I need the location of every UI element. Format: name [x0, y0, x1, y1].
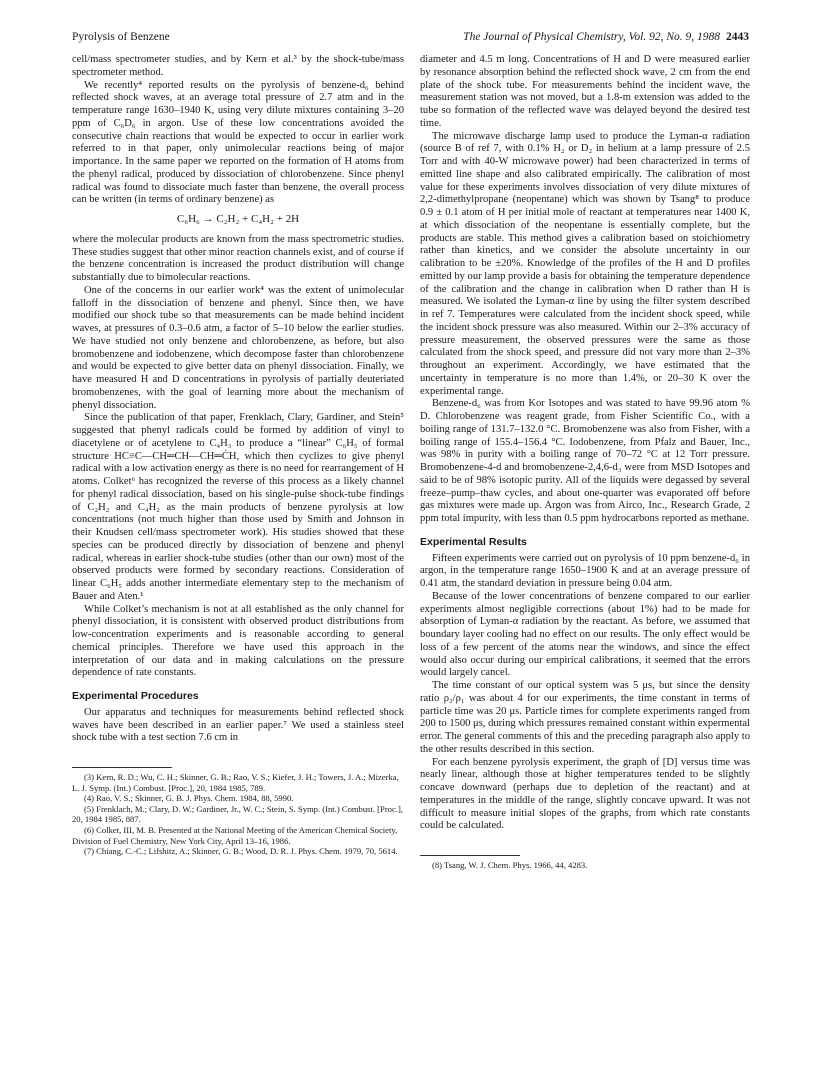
page-number: 2443: [726, 31, 749, 43]
section-heading: Experimental Procedures: [72, 690, 199, 702]
footnote: (7) Chiang, C.-C.; Lifshitz, A.; Skinner, G. B.; Wood, D. R. J. Phys. Chem. 1979, 70, 5614.: [84, 846, 398, 857]
running-title: Pyrolysis of Benzene: [72, 31, 170, 43]
paragraph: Since the publication of that paper, Frenklach, Clary, Gardiner, and Stein⁵ suggested that phenyl radicals could be formed by addition of vinyl to diacetylene or of acetylene to C₄H₃ to produce a “linear” C₆H₅ of formal structure HC≡C—CH═CH—CH═ĊH, which then cyclizes to give phenyl radical with a low activation energy as there is no need for rearrangement of H atoms. Colket⁶ has recognized the reverse of this process as a likely channel for phenyl radical dissociation, based on his single-pulse shock-tube findings of C₂H₂ and C₄H₂ as the main products of benzene pyrolysis at low concentrations (not much higher than those used by Smith and Johnson in their Knudsen cell/mass spectrometer work). His studies showed that these species can be produced directly by dissociation of benzene and phenyl radical, whereas in earlier shock-tube studies (other than our own) most of the observed products were formed by secondary reactions. Consideration of linear C₆H₅ adds another intermediate elementary step to the mechanism of Bauer and Aten.¹: [72, 412, 404, 602]
paragraph: Because of the lower concentrations of benzene compared to our earlier experiments almost negligible corrections (about 1%) had to be made for absorption of Lyman-α radiation by the reactant. As before, we assumed that boundary layer cooling had no effect on our results. The only effect would be loss of a few percent of the atoms near the windows, and since the effect would also occur during our empirical calibrations, it seemed that the errors would largely cancel.: [420, 590, 750, 679]
left-column: [72, 54, 404, 1054]
running-header: [72, 31, 749, 47]
footnote: (4) Rao, V. S.; Skinner, G. B. J. Phys. Chem. 1984, 88, 5990.: [84, 793, 294, 804]
paragraph: The time constant of our optical system was 5 μs, but since the density ratio ρ₂/ρ₁ was about 4 for our experiments, the time constant in terms of particle time was 20 μs. Particle times for complete experiments ranged from 200 to 1500 μs, during which pressures remained constant within expermental error. The general comments of this and the preceding paragraph also apply to the other results described in this section.: [420, 680, 750, 755]
footnote-rule: [420, 855, 520, 856]
paragraph: cell/mass spectrometer studies, and by Kern et al.³ by the shock-tube/mass spectrometer method.: [72, 54, 404, 78]
reaction-equation: C₆H₆ → C₂H₂ + C₄H₂ + 2H: [176, 213, 300, 225]
journal-name: The Journal of Physical Chemistry, Vol. 92, No. 9, 1988: [463, 31, 720, 43]
paragraph: Our apparatus and techniques for measurements behind reflected shock waves have been described in an earlier paper.⁷ We used a stainless steel shock tube with a test section 7.6 cm in: [72, 706, 404, 744]
paragraph: where the molecular products are known from the mass spectrometric studies. These studies suggest that other minor reaction channels exist, and of course if the benzene concentration is increased the product distribution will change substantially due to bimolecular reactions.: [72, 233, 404, 283]
paragraph: We recently⁴ reported results on the pyrolysis of benzene-d₆ behind reflected shock waves, at an average total pressure of 2.7 atm and in the temperature range 1630–1940 K, using very dilute mixtures containing 3–20 ppm of C₆D₆ in argon. Use of these low concentrations avoided the consecutive chain reactions that would be expected to occur in earlier work referred to in that paper, only unimolecular reactions being of major importance. In the same paper we reported on the formation of H atoms from the phenyl radical, produced by dissociation of chlorobenzene. Since phenyl radical was found to dissociate much faster than benzene, the overall process can be written (in terms of ordinary benzene) as: [72, 79, 404, 206]
section-heading: Experimental Results: [420, 535, 527, 548]
paragraph: diameter and 4.5 m long. Concentrations of H and D were measured earlier by resonance absorption behind the reflected shock wave, 2 cm from the end plate of the shock tube. For measurements behind the incident wave, the measurement station was not moved, but a 1.8-m extension was added to the tube so formation of the reflected wave was delayed beyond the desired test time.: [420, 54, 750, 129]
footnote: (5) Frenklach, M.; Clary, D. W.; Gardiner, Jr., W. C.; Stein, S. Symp. (Int.) Combust. [Proc.], 20, 1984 1985, 887.: [72, 803, 403, 825]
paragraph: Benzene-d₆ was from Kor Isotopes and was stated to have 99.96 atom % D. Chlorobenzene was reagent grade, from Fisher Scientific Co., with a boiling range of 131.7–132.0 °C. Bromobenzene was also from Fisher, with a boiling range of 155.4–156.4 °C. Iodobenzene, from Pfalz and Bauer, Inc., was 98% in purity with a boiling range of 70–72 °C at 12 Torr pressure. Bromobenzene-4-d and bromobenzene-2,4,6-d₃ were from MSD Isotopes and said to be of 98% isotopic purity. All of the liquids were degassed by several freeze–pump–thaw cycles, and about one-quarter was evaporated off before gas mixtures were made up. Argon was from Airco, Inc., Research Grade, 2 ppm total impurity, with less than 0.5 ppm hydrocarbons reported as methane.: [420, 398, 750, 524]
paragraph: For each benzene pyrolysis experiment, the graph of [D] versus time was nearly linear, although those at higher temperatures tended to be slightly concave downward (perhaps due to depletion of the reactant) and at temperatures in the middle of the range, slightly concave upward. It was not difficult to measure initial slopes of the graphs, from which rate constants could be calculated.: [420, 756, 750, 832]
paragraph: One of the concerns in our earlier work⁴ was the extent of unimolecular falloff in the dissociation of benzene and phenyl. Since then, we have modified our shock tube so that measurements can be made behind incident waves, at pressures of 0.3–0.6 atm, a factor of 5–10 below the earlier studies. We have studied not only benzene and chlorobenzene, as before, but also bromobenzene and iodobenzene, which decompose faster than chlorobenzene and would be expected to give better data on phenyl dissociation. Finally, we have measured H and D concentrations in pyrolysis of partially deuteriated bromobenzenes, with the goal of learning more about the mechanism of phenyl dissociation.: [72, 284, 404, 411]
footnote: (3) Kern, R. D.; Wu, C. H.; Skinner, G. B.; Rao, V. S.; Kiefer, J. H.; Towers, J. A.; Mizerka, L. J. Symp. (Int.) Combust. [Proc.], 20, 1984 1985, 789.: [72, 772, 399, 793]
paragraph: Fifteen experiments were carried out on pyrolysis of 10 ppm benzene-d₆ in argon, in the temperature range 1650–1900 K and at an average pressure of 0.41 atm, the standard deviation in pressure being 0.04 atm.: [420, 552, 750, 589]
journal-citation: [463, 31, 749, 43]
paragraph: While Colket’s mechanism is not at all established as the only channel for phenyl dissociation, it is consistent with observed product distributions from low-concentration experiments and is reasonable according to general chemical principles. Therefore we have used this approach in the interpretation of our data and in making calculations on the pressure dependence of rate constants.: [72, 603, 404, 679]
footnote: (6) Colket, III, M. B. Presented at the National Meeting of the American Chemical Society, Division of Fuel Chemistry, New York City, April 13–16, 1986.: [72, 824, 398, 846]
right-column: [420, 54, 750, 1064]
paragraph: The microwave discharge lamp used to produce the Lyman-α radiation (source B of ref 7, with 0.1% H₂ or D₂ in helium at a lamp pressure of 2.5 Torr and with 40-W microwave power) had been characterized in terms of emitted line shape and also calibrated empirically. The calibration of most value for these experiments involves dissociation of very dilute mixtures of 2,2-dimethylpropane (neopentane) which was shown by Tsang⁸ to produce 0.9 ± 0.1 atom of H per initial mole of reactant at temperatures near 1400 K, at which dissociation of the neopentane is essentially complete, but the products are stable. This method gives a calibration based on stoichiometry rather than kinetics, and we consider the absolute uncertainty in our calibration to be ±20%. Knowledge of the profiles of the H and D profiles emitted by our lamp provide a basis for obtaining the temperature dependence of the calibration and the change in calibration when D rather than H is measured. We isolated the Lyman-α line by using the filter system described in ref 7. Temperatures were calculated from the incident shock speed, while the incident shock pressure was also measured. Within our 2–3% accuracy of pressure measurement, the observed pressures were the same as those calculated from the shock speed, and pressure did not vary more than 2–3% throughout an experiment. Accordingly, we have estimated that the uncertainty in temperature is no more than 1.4%, or 20–30 K over the experimental range.: [420, 130, 750, 397]
footnote: (8) Tsang, W. J. Chem. Phys. 1966, 44, 4283.: [432, 860, 588, 870]
footnote-rule: [72, 767, 172, 768]
